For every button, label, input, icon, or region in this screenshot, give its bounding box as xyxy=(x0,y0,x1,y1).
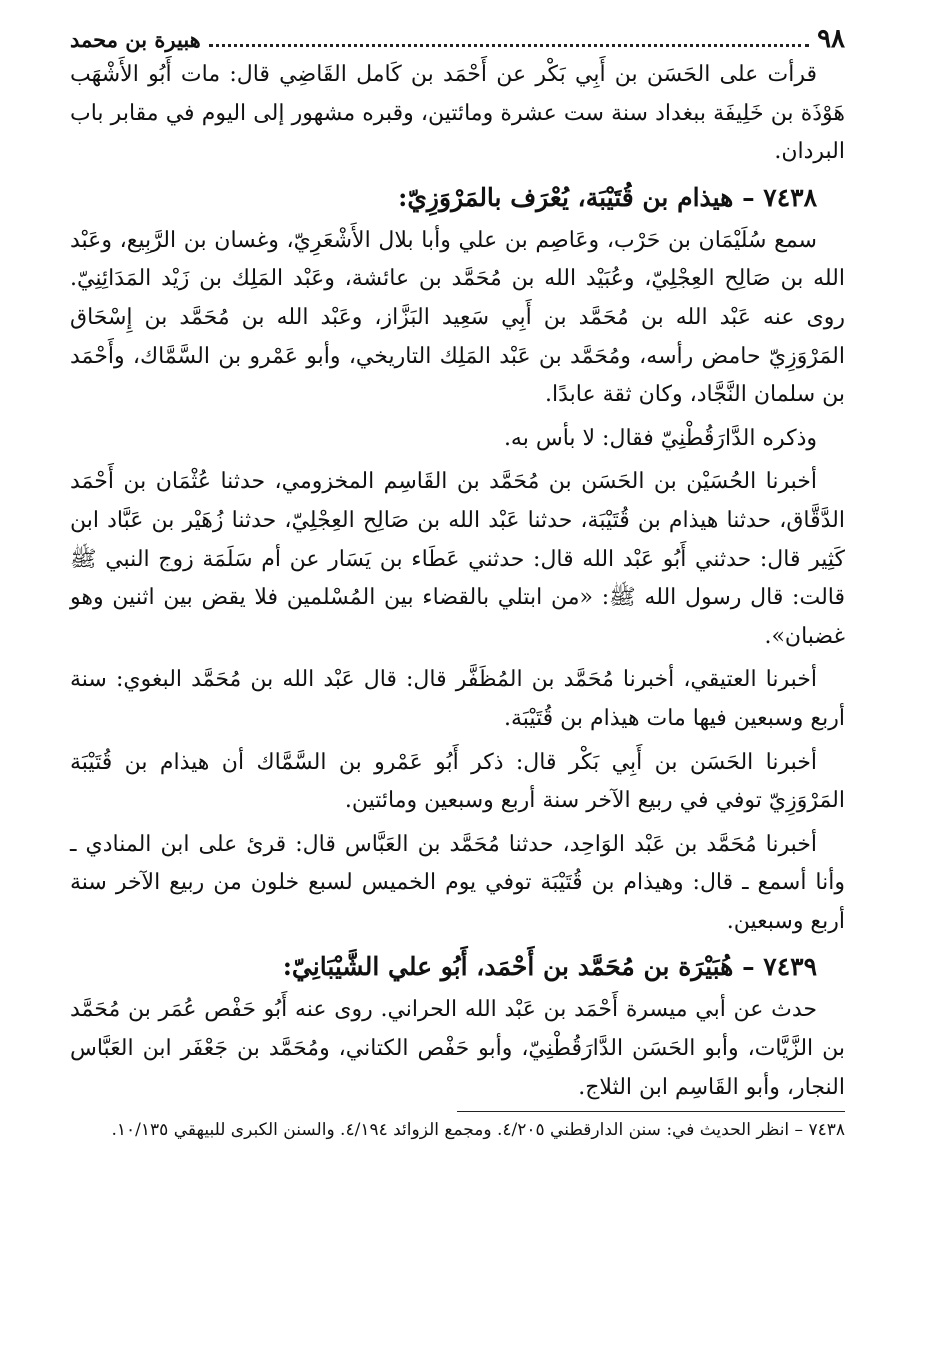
footnote-separator xyxy=(457,1111,845,1112)
page-header xyxy=(70,22,845,56)
footnote: ٧٤٣٨ – انظر الحديث في: سنن الدارقطني ٤/٢٠٥. ومجمع الزوائد ٤/١٩٤. والسنن الكبرى للبيهقي ١٠/١٣٥. xyxy=(111,1120,845,1141)
paragraph: أخبرنا العتيقي، أخبرنا مُحَمَّد بن المُظَفَّر قال: قال عَبْد الله بن مُحَمَّد البغوي: سنة أربع وسبعين فيها مات هيذام بن قُتَيْبَة. xyxy=(70,667,845,731)
paragraph: أخبرنا الحُسَيْن بن الحَسَن بن مُحَمَّد بن القَاسِم المخزومي، حدثنا عُثْمَان بن أَحْمَد الدَّقَّاق، حدثنا هيذام بن قُتَيْبَة، حدثنا عَبْد الله بن صَالِح العِجْلِيّ، حدثنا زُهَيْر بن عَبَّاد ابن كَثِير قال: حدثني أَبُو عَبْد الله قال: حدثني عَطَاء بن يَسَار عن أم سَلَمَة زوج النبي ﷺ قالت: قال رسول الله ﷺ: «من ابتلي بالقضاء بين المُسْلمين فلا يقض بين اثنين وهو غضبان». xyxy=(70,469,845,649)
page-number: ٩٨ xyxy=(817,24,845,54)
running-title: هبيرة بن محمد xyxy=(70,27,201,52)
paragraph: أخبرنا مُحَمَّد بن عَبْد الوَاحِد، حدثنا مُحَمَّد بن العَبَّاس قال: قرئ على ابن المنادي ـ وأنا أسمع ـ قال: وهيذام بن قُتَيْبَة توفي يوم الخميس لسبع خلون من ربيع الآخر سنة أربع وسبعين. xyxy=(70,831,845,934)
paragraph: سمع سُلَيْمَان بن حَرْب، وعَاصِم بن علي وأبا بلال الأَشْعَرِيّ، وغسان بن الرَّبِيع، وعَبْد الله بن صَالِح العِجْلِيّ، وعُبَيْد الله بن مُحَمَّد بن عائشة، وعَبْد المَلِك بن زَيْد المَدَائِنِيّ. روى عنه عَبْد الله بن مُحَمَّد بن أَبِي سَعِيد البَزَّاز، وعَبْد الله بن مُحَمَّد بن إِسْحَاق المَرْوَزِيّ حامض رأسه، ومُحَمَّد بن عَبْد المَلِك التاريخي، وأبو عَمْرو بن السَّمَّاك، وأَحْمَد بن سلمان النَّجَّاد، وكان ثقة عابدًا. xyxy=(70,227,845,408)
entry-heading-7439: ٧٤٣٩ – هُبَيْرَة بن مُحَمَّد بن أَحْمَد، أَبُو علي الشَّيْبَانِيّ: xyxy=(282,952,817,982)
paragraph: وذكره الدَّارَقُطْنِيّ فقال: لا بأس به. xyxy=(503,425,817,451)
header-leader-dots xyxy=(209,44,809,47)
book-page xyxy=(70,22,845,1144)
paragraph: حدث عن أبي ميسرة أَحْمَد بن عَبْد الله الحراني. روى عنه أَبُو حَفْص عُمَر بن مُحَمَّد بن الزَّيَّات، وأبو الحَسَن الدَّارَقُطْنِيّ، وأبو حَفْص الكتاني، ومُحَمَّد بن جَعْفَر ابن العَبَّاس النجار، وأبو القَاسِم ابن الثلاج. xyxy=(70,997,845,1100)
entry-heading-7438: ٧٤٣٨ – هيذام بن قُتَيْبَة، يُعْرَف بالمَرْوَزِيّ: xyxy=(398,182,817,212)
paragraph: قرأت على الحَسَن بن أَبِي بَكْر عن أَحْمَد بن كَامل القَاضِي قال: مات أَبُو الأَشْهَب هَوْذَة بن خَلِيفَة ببغداد سنة ست عشرة ومائتين، وقبره مشهور إلى اليوم في مقابر باب البردان. xyxy=(70,62,845,165)
paragraph: أخبرنا الحَسَن بن أَبِي بَكْر قال: ذكر أَبُو عَمْرو بن السَّمَّاك أن هيذام بن قُتَيْبَة المَرْوَزِيّ توفي في ربيع الآخر سنة أربع وسبعين ومائتين. xyxy=(70,749,845,814)
